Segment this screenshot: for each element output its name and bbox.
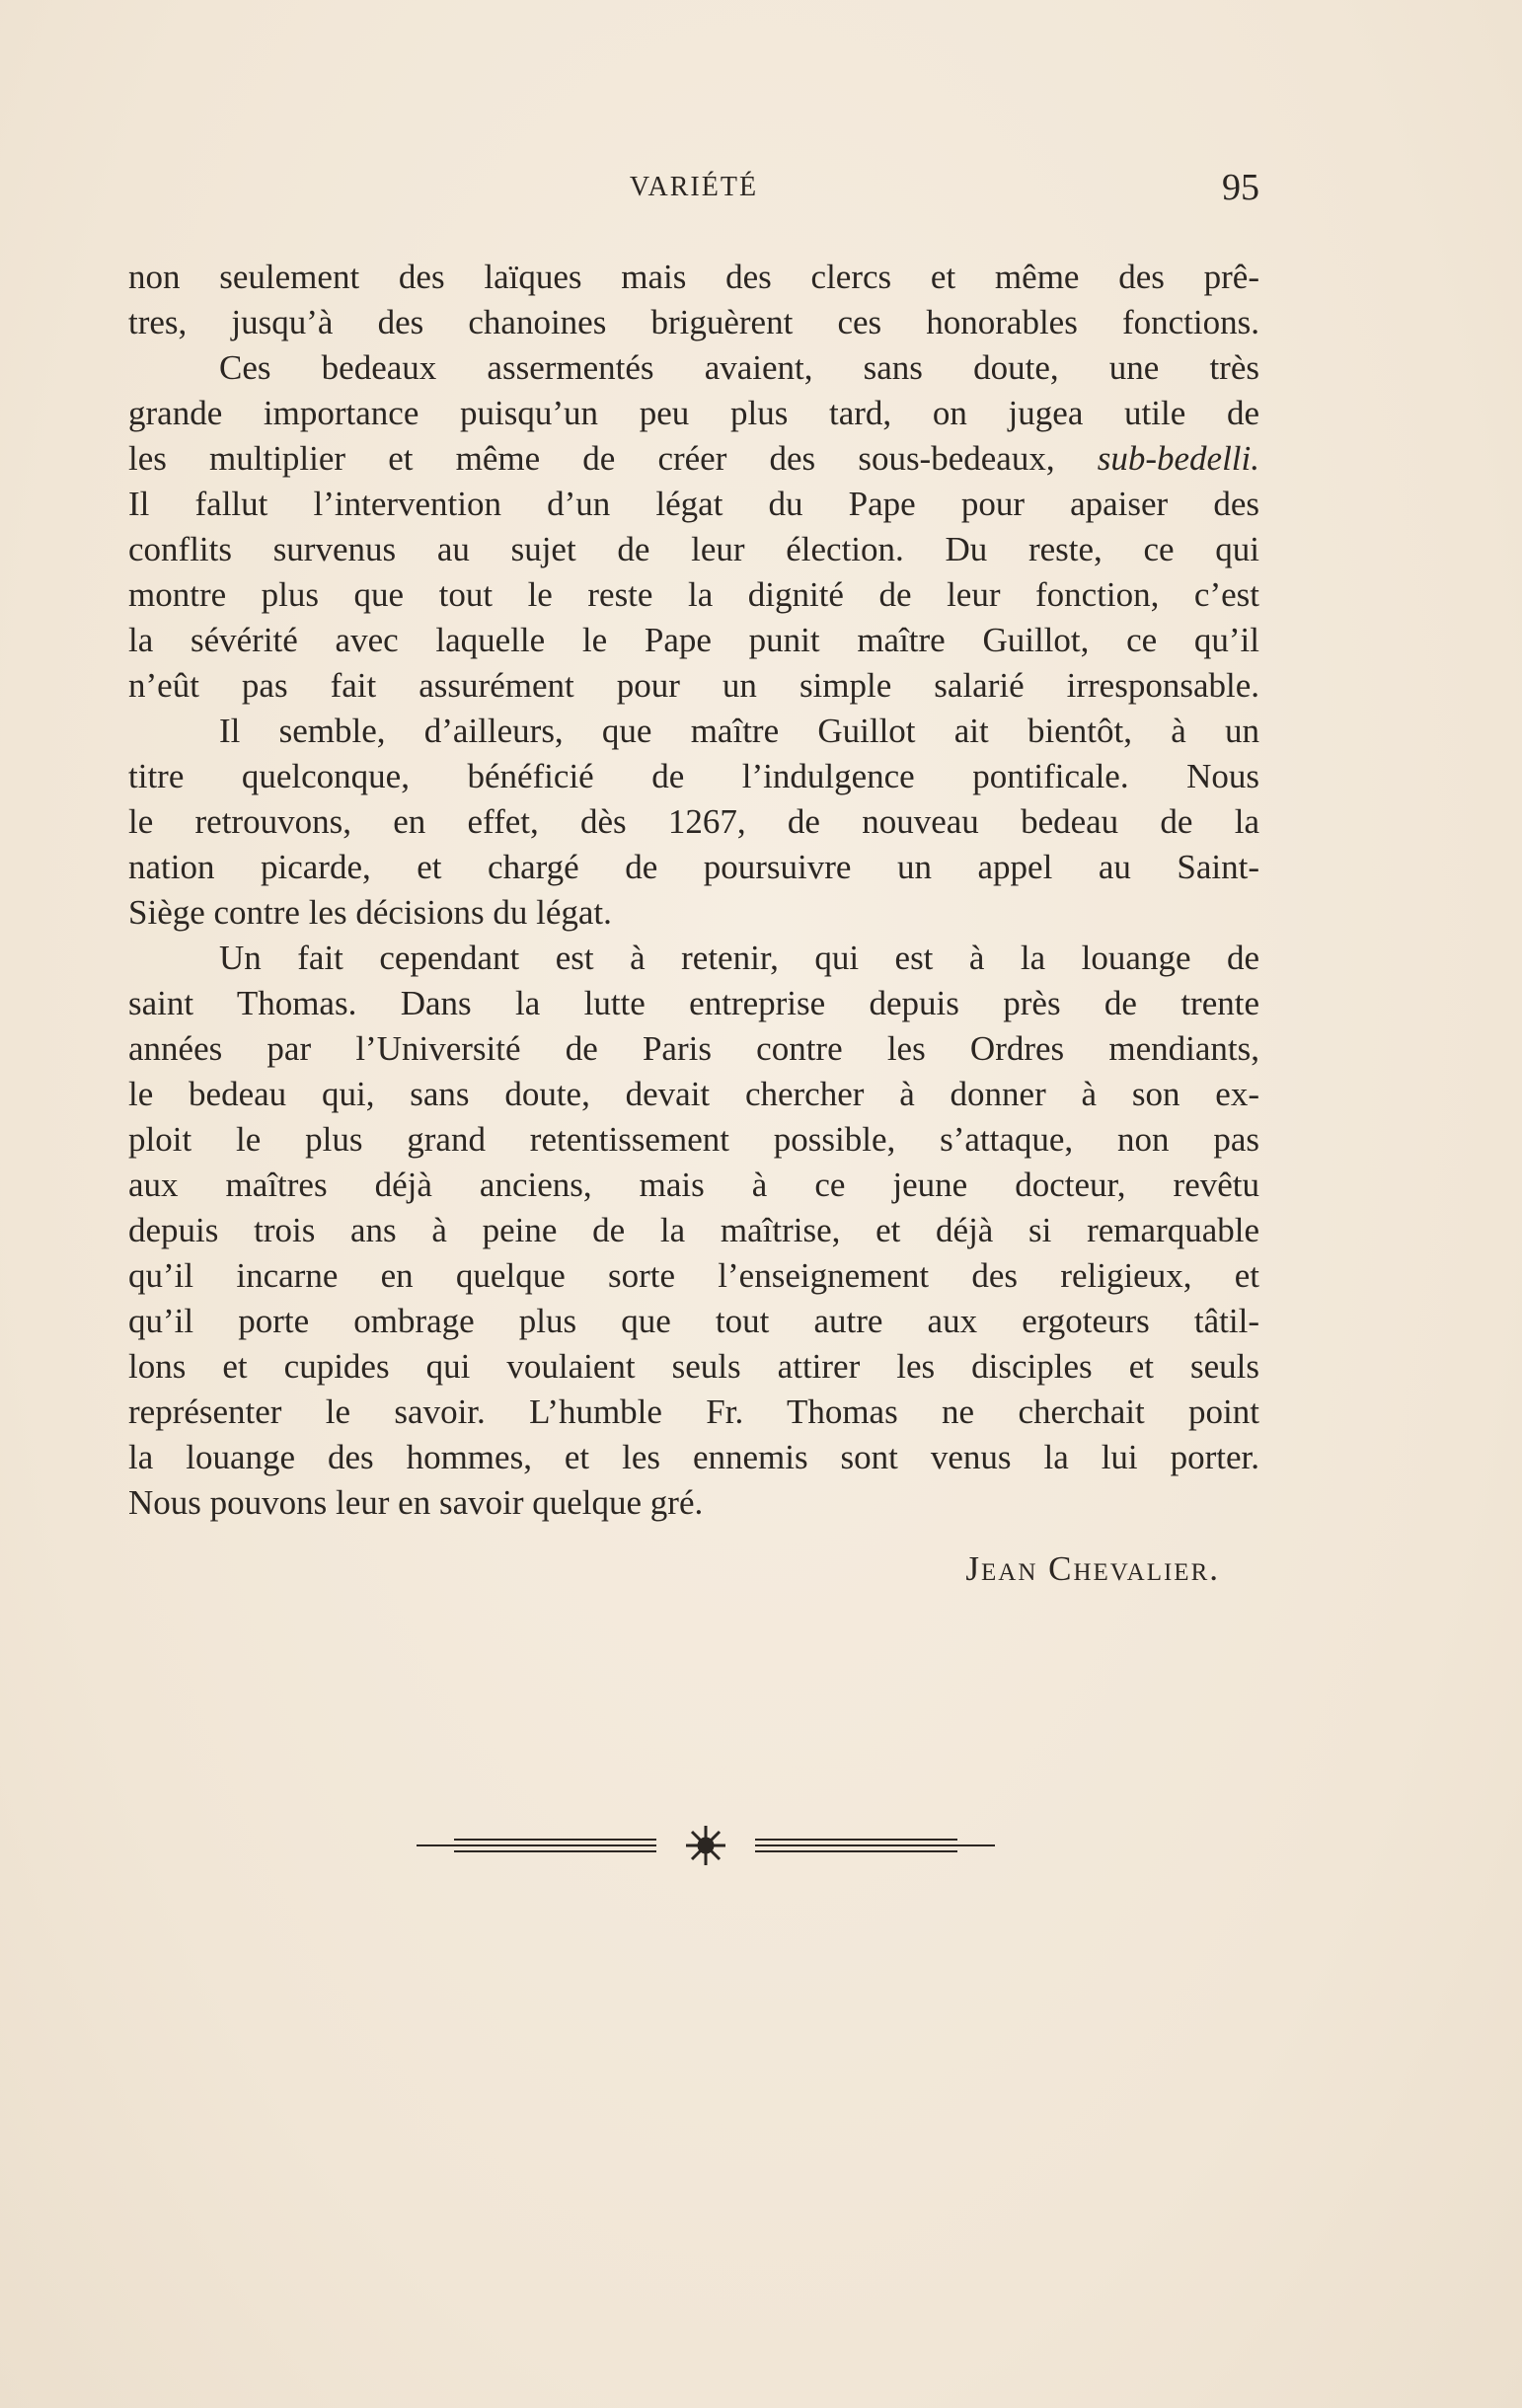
italic-term: sub-bedelli.	[1097, 439, 1260, 478]
text-line: lons et cupides qui voulaient seuls attirer les disciples et seuls	[128, 1347, 1259, 1386]
text-line: qu’il porte ombrage plus que tout autre aux ergoteurs tâtil-	[128, 1302, 1259, 1340]
text-line: Il fallut l’intervention d’un légat du Pape pour apaiser des	[128, 485, 1259, 523]
text-line: Nous pouvons leur en savoir quelque gré.	[128, 1483, 704, 1522]
text-line: Un fait cependant est à retenir, qui est à la louange de	[219, 939, 1259, 977]
text-line: Il semble, d’ailleurs, que maître Guillot ait bientôt, à un	[219, 712, 1259, 750]
text-line: le retrouvons, en effet, dès 1267, de nouveau bedeau de la	[128, 802, 1259, 841]
text-line: la louange des hommes, et les ennemis sont venus la lui porter.	[128, 1438, 1259, 1476]
text-line: titre quelconque, bénéficié de l’indulgence pontificale. Nous	[128, 757, 1259, 795]
text-line: non seulement des laïques mais des clercs et même des prê-	[128, 258, 1259, 296]
text-line: tres, jusqu’à des chanoines briguèrent ces honorables fonctions.	[128, 303, 1259, 341]
running-title: VARIÉTÉ	[629, 172, 759, 202]
text-line: ploit le plus grand retentissement possible, s’attaque, non pas	[128, 1120, 1259, 1159]
text-line: saint Thomas. Dans la lutte entreprise depuis près de trente	[128, 984, 1259, 1022]
text-line: grande importance puisqu’un peu plus tard, on jugea utile de	[128, 394, 1259, 432]
text-line: Siège contre les décisions du légat.	[128, 893, 612, 932]
text-line: Ces bedeaux assermentés avaient, sans doute, une très	[219, 348, 1259, 387]
ornament-divider	[415, 1824, 997, 1867]
text-line: conflits survenus au sujet de leur élection. Du reste, ce qui	[128, 530, 1259, 568]
text-line: le bedeau qui, sans doute, devait chercher à donner à son ex-	[128, 1075, 1259, 1113]
text-line: nation picarde, et chargé de poursuivre un appel au Saint-	[128, 848, 1259, 886]
body-text	[128, 255, 1259, 1526]
author-signature: Jean Chevalier.	[965, 1549, 1220, 1588]
text-line: n’eût pas fait assurément pour un simple salarié irresponsable.	[128, 666, 1259, 705]
sun-ornament-icon	[686, 1826, 725, 1865]
text-fragment: les multiplier et même de créer des sous-bedeaux,	[128, 439, 1055, 478]
text-line: montre plus que tout le reste la dignité de leur fonction, c’est	[128, 575, 1259, 614]
text-line: qu’il incarne en quelque sorte l’enseignement des religieux, et	[128, 1256, 1259, 1295]
text-line: représenter le savoir. L’humble Fr. Thomas ne cherchait point	[128, 1392, 1259, 1431]
text-line-with-italic	[128, 436, 1259, 482]
text-line: aux maîtres déjà anciens, mais à ce jeune docteur, revêtu	[128, 1166, 1259, 1204]
running-head	[128, 166, 1259, 209]
text-line: depuis trois ans à peine de la maîtrise, et déjà si remarquable	[128, 1211, 1259, 1249]
page-number: 95	[1222, 167, 1259, 208]
text-line: la sévérité avec laquelle le Pape punit maître Guillot, ce qu’il	[128, 621, 1259, 659]
text-line: années par l’Université de Paris contre les Ordres mendiants,	[128, 1029, 1259, 1068]
